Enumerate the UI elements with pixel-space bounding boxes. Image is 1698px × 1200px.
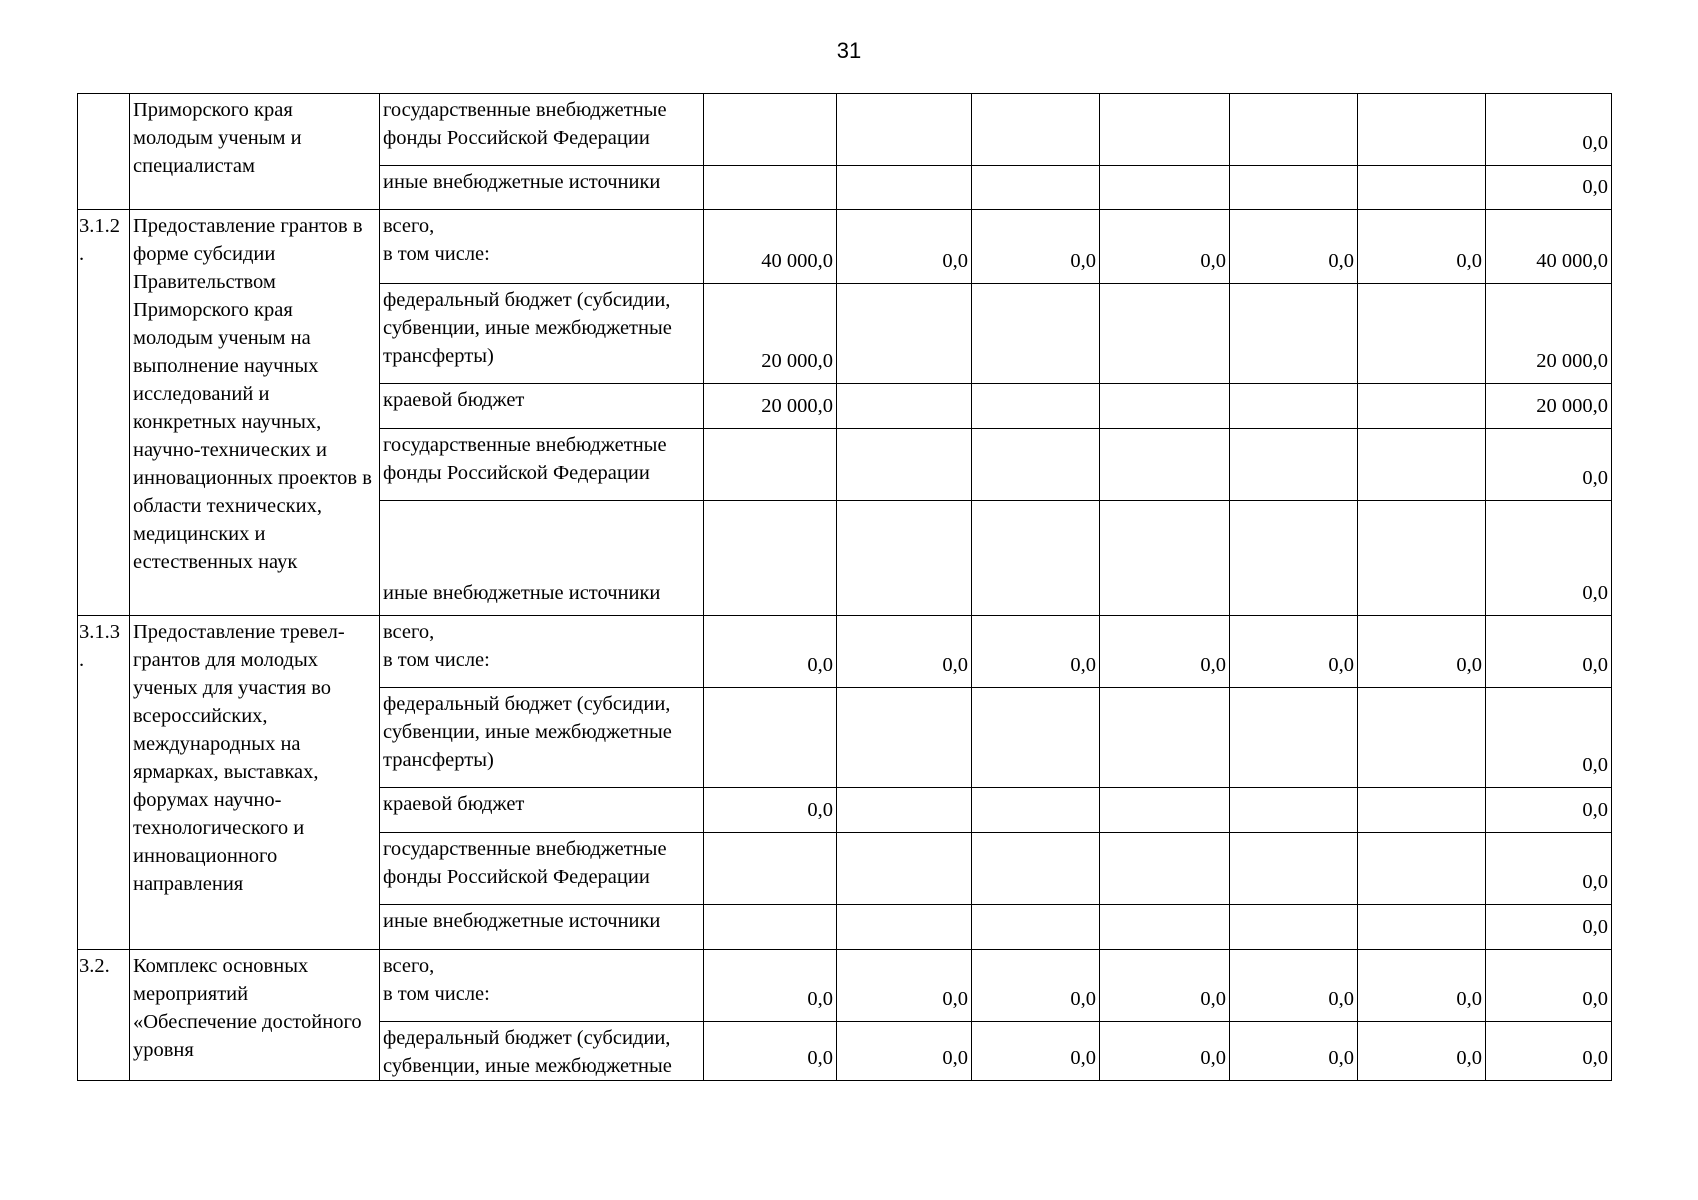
year-value (837, 384, 972, 429)
year-value (1100, 788, 1230, 833)
funding-source: иные внебюджетные источники (380, 501, 704, 616)
measure-name: Приморского края молодым ученым и специалистам (130, 94, 380, 210)
year-value (1100, 501, 1230, 616)
year-value (1230, 284, 1358, 384)
year-value (704, 501, 837, 616)
year-value (972, 833, 1100, 905)
year-value: 0,0 (972, 210, 1100, 284)
year-value (837, 688, 972, 788)
year-value (837, 905, 972, 950)
funding-source: федеральный бюджет (субсидии, субвенции, иные межбюджетные трансферты) (380, 688, 704, 788)
year-value (972, 429, 1100, 501)
year-value (1358, 384, 1486, 429)
year-value (1100, 94, 1230, 166)
total-value: 40 000,0 (1486, 210, 1612, 284)
measure-name: Комплекс основных мероприятий «Обеспечение достойного уровня (130, 950, 380, 1081)
year-value: 0,0 (972, 616, 1100, 688)
total-value: 0,0 (1486, 905, 1612, 950)
year-value (704, 429, 837, 501)
year-value (1100, 688, 1230, 788)
table-row (78, 950, 1612, 1022)
funding-source: всего, в том числе: (380, 950, 704, 1022)
total-value: 0,0 (1486, 616, 1612, 688)
funding-source: федеральный бюджет (субсидии, субвенции, иные межбюджетные трансферты) (380, 284, 704, 384)
year-value: 0,0 (704, 788, 837, 833)
year-value (1358, 429, 1486, 501)
table-row (78, 616, 1612, 688)
total-value: 0,0 (1486, 501, 1612, 616)
funding-source: иные внебюджетные источники (380, 166, 704, 210)
year-value (1100, 384, 1230, 429)
year-value (1358, 501, 1486, 616)
year-value (837, 833, 972, 905)
year-value (972, 688, 1100, 788)
year-value: 0,0 (1358, 1022, 1486, 1081)
total-value: 0,0 (1486, 429, 1612, 501)
year-value (837, 166, 972, 210)
item-number: 3.1.2 . (78, 210, 130, 616)
year-value (1230, 384, 1358, 429)
item-number: 3.2. (78, 950, 130, 1081)
year-value: 0,0 (1100, 616, 1230, 688)
year-value (1230, 833, 1358, 905)
year-value (1230, 788, 1358, 833)
year-value (837, 94, 972, 166)
total-value: 0,0 (1486, 166, 1612, 210)
year-value (1230, 166, 1358, 210)
year-value (972, 501, 1100, 616)
year-value: 0,0 (972, 1022, 1100, 1081)
year-value (1358, 833, 1486, 905)
funding-source: иные внебюджетные источники (380, 905, 704, 950)
year-value (1230, 94, 1358, 166)
funding-source: всего, в том числе: (380, 616, 704, 688)
year-value: 0,0 (1230, 950, 1358, 1022)
year-value (1100, 905, 1230, 950)
year-value (972, 166, 1100, 210)
year-value (1100, 284, 1230, 384)
year-value (1358, 284, 1486, 384)
year-value: 0,0 (704, 950, 837, 1022)
total-value: 0,0 (1486, 950, 1612, 1022)
total-value: 0,0 (1486, 788, 1612, 833)
year-value: 40 000,0 (704, 210, 837, 284)
year-value: 0,0 (1100, 1022, 1230, 1081)
table-row (78, 94, 1612, 166)
budget-table (77, 93, 1612, 1081)
year-value: 0,0 (704, 1022, 837, 1081)
year-value (837, 429, 972, 501)
year-value: 0,0 (837, 1022, 972, 1081)
year-value (1100, 166, 1230, 210)
year-value: 0,0 (1358, 210, 1486, 284)
total-value: 20 000,0 (1486, 284, 1612, 384)
year-value: 0,0 (1100, 210, 1230, 284)
year-value (837, 501, 972, 616)
year-value (972, 284, 1100, 384)
year-value (1100, 429, 1230, 501)
year-value (972, 384, 1100, 429)
year-value (704, 94, 837, 166)
year-value: 0,0 (1230, 210, 1358, 284)
year-value (1358, 166, 1486, 210)
year-value: 20 000,0 (704, 284, 837, 384)
year-value (1230, 429, 1358, 501)
year-value (1358, 94, 1486, 166)
year-value (1230, 905, 1358, 950)
total-value: 0,0 (1486, 94, 1612, 166)
year-value (837, 284, 972, 384)
year-value (704, 833, 837, 905)
year-value: 0,0 (1230, 616, 1358, 688)
year-value (972, 788, 1100, 833)
year-value (1358, 688, 1486, 788)
year-value (1100, 833, 1230, 905)
table-row (78, 210, 1612, 284)
year-value: 0,0 (1358, 616, 1486, 688)
year-value (1358, 788, 1486, 833)
year-value: 0,0 (837, 950, 972, 1022)
year-value: 0,0 (1100, 950, 1230, 1022)
item-number (78, 94, 130, 210)
year-value: 0,0 (1230, 1022, 1358, 1081)
total-value: 0,0 (1486, 833, 1612, 905)
total-value: 0,0 (1486, 688, 1612, 788)
year-value: 0,0 (1358, 950, 1486, 1022)
year-value: 0,0 (837, 616, 972, 688)
total-value: 0,0 (1486, 1022, 1612, 1081)
year-value: 0,0 (704, 616, 837, 688)
year-value (704, 688, 837, 788)
funding-source: всего, в том числе: (380, 210, 704, 284)
year-value (704, 166, 837, 210)
funding-source: государственные внебюджетные фонды Российской Федерации (380, 94, 704, 166)
funding-source: краевой бюджет (380, 788, 704, 833)
total-value: 20 000,0 (1486, 384, 1612, 429)
year-value (704, 905, 837, 950)
year-value (1358, 905, 1486, 950)
year-value (972, 94, 1100, 166)
item-number: 3.1.3 . (78, 616, 130, 950)
funding-source: государственные внебюджетные фонды Российской Федерации (380, 429, 704, 501)
year-value (1230, 688, 1358, 788)
year-value: 20 000,0 (704, 384, 837, 429)
page-number: 31 (836, 38, 862, 63)
year-value (1230, 501, 1358, 616)
funding-source: государственные внебюджетные фонды Российской Федерации (380, 833, 704, 905)
funding-source: федеральный бюджет (субсидии, субвенции, иные межбюджетные (380, 1022, 704, 1081)
measure-name: Предоставление тревел-грантов для молодых ученых для участия во всероссийских, международных на ярмарках, выставках, форумах научно-технологического и инновационного направления (130, 616, 380, 950)
year-value: 0,0 (837, 210, 972, 284)
year-value (972, 905, 1100, 950)
year-value: 0,0 (972, 950, 1100, 1022)
year-value (837, 788, 972, 833)
measure-name: Предоставление грантов в форме субсидии Правительством Приморского края молодым ученым на выполнение научных исследований и конкретных научных, научно-технических и инновационных проектов в области технических, медицинских и естественных наук (130, 210, 380, 616)
funding-source: краевой бюджет (380, 384, 704, 429)
